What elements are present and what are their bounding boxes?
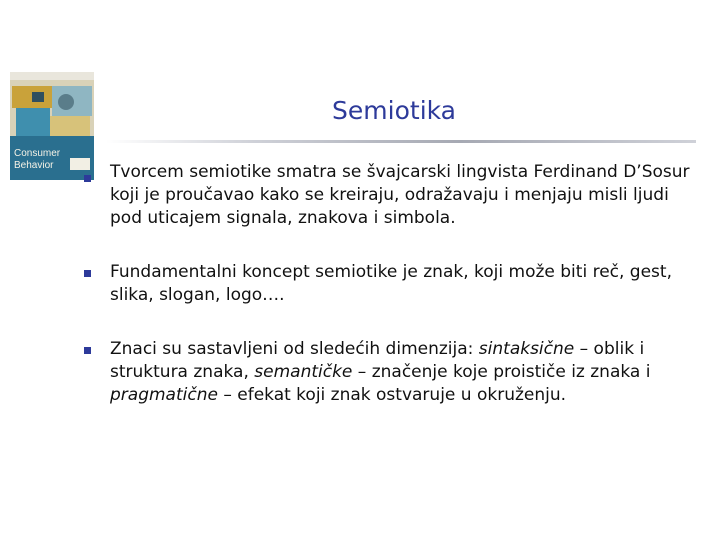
bullet-text <box>110 161 694 230</box>
bullet-list <box>84 161 694 438</box>
bullet-text-segment: Tvorcem semiotike smatra se švajcarski lingvista Ferdinand D’Sosur koji je proučavao kako se kreiraju, odražavaju i menjaju misli ljudi pod uticajem signala, znakova i simbola. <box>110 162 690 228</box>
cover-title-line1: Consumer <box>14 148 61 159</box>
bullet-item <box>84 161 694 230</box>
book-cover <box>10 72 94 180</box>
bullet-text <box>110 261 694 307</box>
slide-title: Semiotika <box>332 96 456 125</box>
bullet-marker <box>84 270 91 277</box>
term-sintaksicne: sintaksične <box>478 339 575 359</box>
cover-title-line2: Behavior <box>14 160 54 171</box>
bullet-text-segment: Fundamentalni koncept semiotike je znak, koji može biti reč, gest, slika, slogan, logo…. <box>110 262 672 305</box>
title-divider <box>106 140 696 143</box>
term-semanticke: semantičke <box>254 362 353 382</box>
bullet-text-segment: Znaci su sastavljeni od sledećih dimenzija: <box>110 339 479 359</box>
bullet-item <box>84 261 694 307</box>
book-cover-image <box>10 72 94 180</box>
bullet-text-segment: – efekat koji znak ostvaruje u okruženju. <box>217 385 567 405</box>
bullet-marker <box>84 175 91 182</box>
term-pragmaticne: pragmatične <box>110 385 218 405</box>
bullet-text-segment: – oblik i struktura znaka, <box>110 339 645 382</box>
bullet-text-segment: – značenje koje proističe iz znaka i <box>352 362 651 382</box>
bullet-text <box>110 338 694 407</box>
bullet-item <box>84 338 694 407</box>
bullet-marker <box>84 347 91 354</box>
